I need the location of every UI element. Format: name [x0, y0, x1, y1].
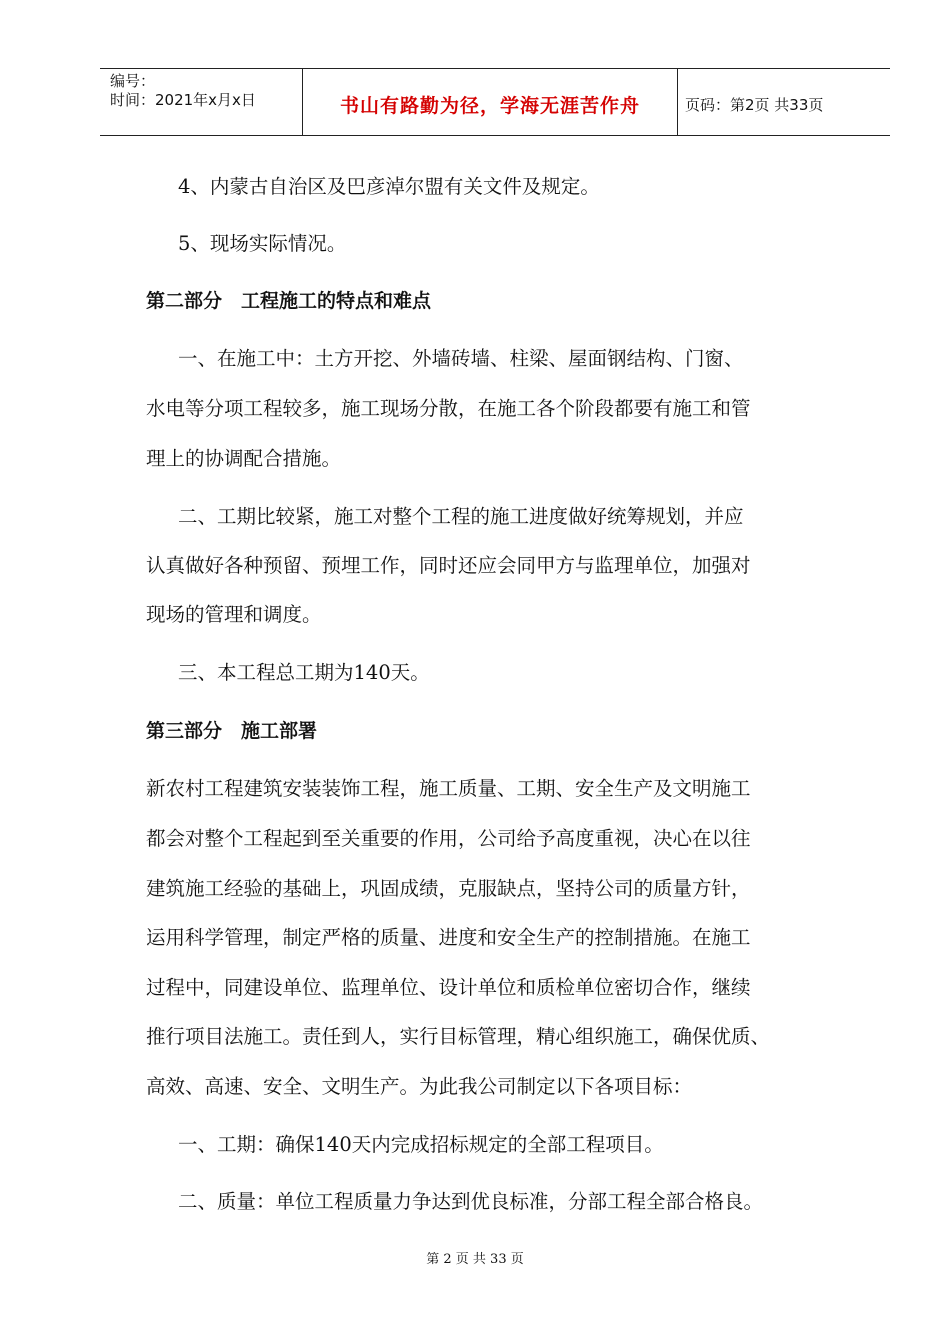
paragraph-line: 4、内蒙古自治区及巴彦淖尔盟有关文件及规定。	[178, 175, 600, 198]
paragraph-line: 二、工期比较紧，施工对整个工程的施工进度做好统筹规划，并应	[178, 505, 744, 528]
paragraph-line: 二、质量：单位工程质量力争达到优良标准，分部工程全部合格良。	[178, 1190, 764, 1213]
section-heading: 第三部分 施工部署	[146, 720, 318, 742]
header-meta-cell	[100, 69, 302, 135]
header-motto-cell	[302, 69, 678, 135]
paragraph-line: 水电等分项工程较多，施工现场分散，在施工各个阶段都要有施工和管	[146, 397, 751, 420]
document-date-label: 时间：2021年x月x日	[110, 91, 256, 109]
paragraph-line: 5、现场实际情况。	[178, 232, 347, 255]
motto-text: 书山有路勤为径，学海无涯苦作舟	[339, 95, 640, 117]
paragraph-line: 现场的管理和调度。	[146, 603, 322, 626]
paragraph-line: 一、工期：确保140天内完成招标规定的全部工程项目。	[178, 1133, 664, 1156]
paragraph-line: 高效、高速、安全、文明生产。为此我公司制定以下各项目标：	[146, 1075, 693, 1098]
paragraph-line: 理上的协调配合措施。	[146, 447, 342, 470]
paragraph-line: 过程中，同建设单位、监理单位、设计单位和质检单位密切合作，继续	[146, 976, 751, 999]
section-heading: 第二部分 工程施工的特点和难点	[146, 290, 432, 312]
paragraph-line: 三、本工程总工期为140天。	[178, 661, 430, 684]
paragraph-line: 认真做好各种预留、预埋工作，同时还应会同甲方与监理单位，加强对	[146, 554, 751, 577]
document-number-label: 编号：	[110, 72, 156, 90]
paragraph-line: 运用科学管理，制定严格的质量、进度和安全生产的控制措施。在施工	[146, 926, 751, 949]
header-page-cell	[677, 69, 890, 135]
paragraph-line: 都会对整个工程起到至关重要的作用，公司给予高度重视，决心在以往	[146, 827, 751, 850]
paragraph-line: 推行项目法施工。责任到人，实行目标管理，精心组织施工，确保优质、	[146, 1025, 771, 1048]
page-footer: 第 2 页 共 33 页	[426, 1252, 524, 1267]
paragraph-line: 建筑施工经验的基础上，巩固成绩，克服缺点，坚持公司的质量方针，	[146, 877, 751, 900]
document-header	[100, 68, 890, 136]
paragraph-line: 新农村工程建筑安装装饰工程，施工质量、工期、安全生产及文明施工	[146, 777, 751, 800]
page-number-label: 页码：第2页 共33页	[685, 96, 824, 114]
paragraph-line: 一、在施工中：土方开挖、外墙砖墙、柱梁、屋面钢结构、门窗、	[178, 347, 744, 370]
